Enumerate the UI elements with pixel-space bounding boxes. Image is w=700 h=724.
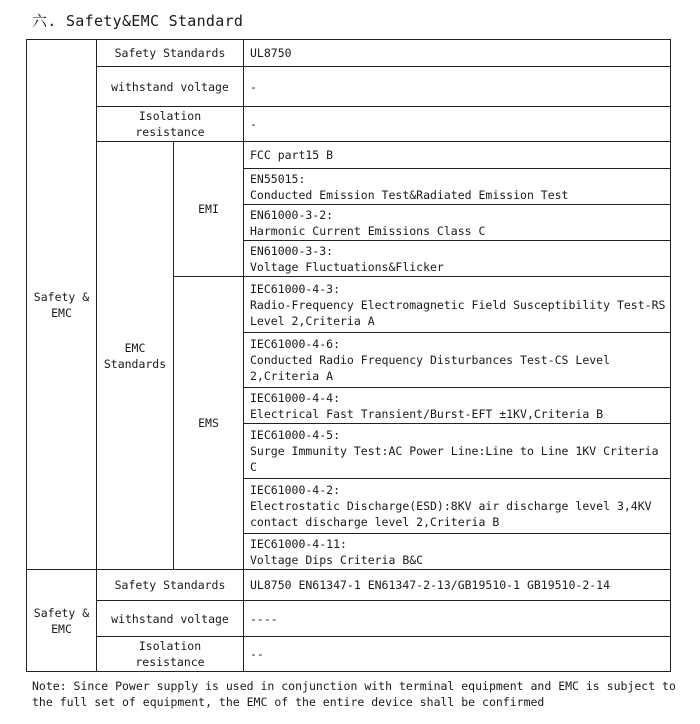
- footnote: Note: Since Power supply is used in conjunction with terminal equipment and EMC is subject to the full set of equipment, the EMC of the entire device shall be confirmed: [32, 679, 676, 709]
- group-label-safety-emc: Safety & EMC: [27, 40, 97, 570]
- ems-item: IEC61000-4-2: Electrostatic Discharge(ESD):8KV air discharge level 3,4KV contact discharge level 2,Criteria B: [244, 479, 671, 534]
- value-withstand-voltage: -: [244, 67, 671, 107]
- table-row: [27, 142, 671, 169]
- label-emc-standards: EMC Standards: [97, 142, 174, 570]
- label-isolation-resistance-2: Isolation resistance: [97, 637, 244, 672]
- table-row: [27, 67, 671, 107]
- label-ems: EMS: [174, 277, 244, 570]
- value-safety-standards: UL8750: [244, 40, 671, 67]
- table-row: [27, 40, 671, 67]
- label-emi: EMI: [174, 142, 244, 277]
- section-heading: 六. Safety&EMC Standard: [32, 12, 244, 30]
- ems-item: IEC61000-4-4: Electrical Fast Transient/Burst-EFT ±1KV,Criteria B: [244, 388, 671, 424]
- table-row: [27, 107, 671, 142]
- ems-item: IEC61000-4-11: Voltage Dips Criteria B&C: [244, 534, 671, 570]
- table-row: [27, 637, 671, 672]
- emi-item: FCC part15 B: [244, 142, 671, 169]
- value-safety-standards-2: UL8750 EN61347-1 EN61347-2-13/GB19510-1 GB19510-2-14: [244, 570, 671, 601]
- table-row: [27, 601, 671, 637]
- emi-item: EN55015: Conducted Emission Test&Radiated Emission Test: [244, 169, 671, 205]
- group-label-safety-emc-2: Safety & EMC: [27, 570, 97, 672]
- ems-item: IEC61000-4-3: Radio-Frequency Electromagnetic Field Susceptibility Test-RS Level 2,Criteria A: [244, 277, 671, 333]
- value-withstand-voltage-2: ----: [244, 601, 671, 637]
- value-isolation-resistance-2: --: [244, 637, 671, 672]
- emi-item: EN61000-3-2: Harmonic Current Emissions Class C: [244, 205, 671, 241]
- emi-item: EN61000-3-3: Voltage Fluctuations&Flicker: [244, 241, 671, 277]
- label-withstand-voltage: withstand voltage: [97, 67, 244, 107]
- ems-item: IEC61000-4-6: Conducted Radio Frequency Disturbances Test-CS Level 2,Criteria A: [244, 333, 671, 388]
- label-safety-standards-2: Safety Standards: [97, 570, 244, 601]
- safety-emc-table: [26, 39, 671, 672]
- value-isolation-resistance: -: [244, 107, 671, 142]
- ems-item: IEC61000-4-5: Surge Immunity Test:AC Power Line:Line to Line 1KV Criteria C: [244, 424, 671, 479]
- table-row: [27, 570, 671, 601]
- label-withstand-voltage-2: withstand voltage: [97, 601, 244, 637]
- label-safety-standards: Safety Standards: [97, 40, 244, 67]
- label-isolation-resistance: Isolation resistance: [97, 107, 244, 142]
